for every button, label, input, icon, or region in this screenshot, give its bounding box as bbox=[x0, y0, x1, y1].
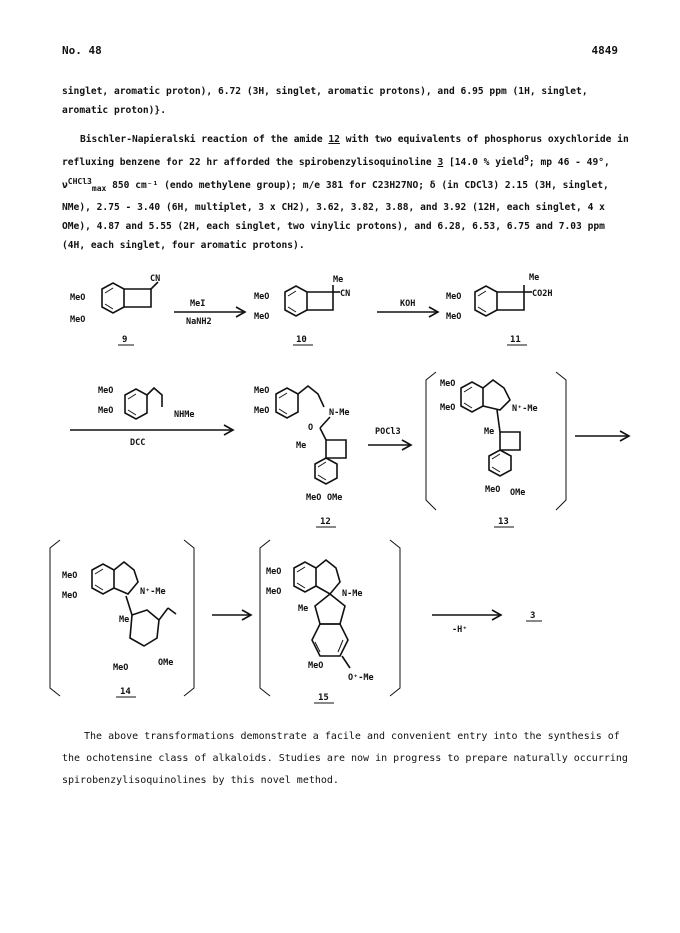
meo-label: MeO bbox=[62, 591, 78, 601]
compound-label-11: 11 bbox=[510, 335, 521, 345]
cn-label: CN bbox=[150, 274, 161, 284]
journal-issue: No. 48 bbox=[62, 44, 102, 57]
nme-label: N-Me bbox=[329, 408, 350, 418]
reagent-koh: KOH bbox=[400, 299, 416, 309]
ome-label: OMe bbox=[327, 493, 343, 503]
reagent-mei: MeI bbox=[190, 299, 206, 309]
meo-label: MeO bbox=[98, 386, 114, 396]
me-label: Me bbox=[296, 441, 307, 451]
meo-label: MeO bbox=[254, 406, 270, 416]
meo-label: MeO bbox=[70, 293, 86, 303]
compound-label-12: 12 bbox=[320, 517, 331, 527]
me-label: Me bbox=[484, 427, 495, 437]
meo-label: MeO bbox=[98, 406, 114, 416]
me-label: Me bbox=[529, 273, 540, 283]
meo-label: MeO bbox=[308, 661, 324, 671]
text-segment: with two equivalents of phosphorus oxychloride in refluxing benzene for 22 hr afforded the spirobenzylisoquinoline bbox=[62, 134, 629, 169]
page-number: 4849 bbox=[591, 44, 618, 57]
meo-label: MeO bbox=[485, 485, 501, 495]
meo-label: MeO bbox=[266, 587, 282, 597]
compound-ref: 3 bbox=[437, 157, 444, 169]
compound-label-15: 15 bbox=[318, 693, 329, 703]
meo-label: MeO bbox=[266, 567, 282, 577]
co2h-label: CO2H bbox=[532, 289, 553, 299]
nu-superscript: CHCl3 bbox=[67, 177, 92, 187]
meo-label: MeO bbox=[446, 312, 462, 322]
product-label-3: 3 bbox=[530, 611, 536, 621]
nme-label: N-Me bbox=[342, 589, 363, 599]
nu-subscript: max bbox=[91, 184, 107, 194]
reagent-dcc: DCC bbox=[130, 438, 146, 448]
amine-reagent-structure bbox=[98, 386, 194, 420]
oplus-me-label: O⁺-Me bbox=[348, 673, 374, 683]
compound-label-10: 10 bbox=[296, 335, 307, 345]
text-segment: ; mp 46 - 49°, ν bbox=[62, 157, 610, 192]
meo-label: MeO bbox=[440, 403, 456, 413]
compound-15-structure bbox=[260, 540, 400, 703]
compound-14-structure bbox=[50, 540, 194, 697]
o-label: O bbox=[308, 423, 314, 433]
compound-ref: 12 bbox=[328, 134, 340, 145]
compound-10-structure bbox=[254, 275, 350, 345]
ome-label: OMe bbox=[510, 488, 526, 498]
compound-label-9: 9 bbox=[122, 335, 128, 345]
me-label: Me bbox=[119, 615, 130, 625]
reagent-minus-h: -H⁺ bbox=[452, 625, 468, 635]
compound-13-structure bbox=[426, 372, 566, 527]
meo-label: MeO bbox=[113, 663, 129, 673]
compound-label-13: 13 bbox=[498, 517, 509, 527]
cn-label: CN bbox=[340, 289, 351, 299]
npme-label: N⁺-Me bbox=[512, 404, 538, 414]
meo-label: MeO bbox=[440, 379, 456, 389]
meo-label: MeO bbox=[254, 386, 270, 396]
meo-label: MeO bbox=[446, 292, 462, 302]
meo-label: MeO bbox=[70, 315, 86, 325]
text-segment: [14.0 % yield bbox=[443, 157, 525, 169]
compound-11-structure bbox=[446, 273, 552, 345]
paragraph-nmr-continued: singlet, aromatic proton), 6.72 (3H, singlet, aromatic protons), and 6.95 ppm (1H, singlet, aromatic proton)}. bbox=[62, 86, 588, 116]
meo-label: MeO bbox=[254, 292, 270, 302]
text-segment: Bischler-Napieralski reaction of the amide bbox=[80, 134, 329, 145]
paragraph-conclusion: The above transformations demonstrate a facile and convenient entry into the synthesis of the ochotensine class of alkaloids. Studies are now in progress to prepare naturally occurring spirobenzylisoquinolines by this novel method. bbox=[62, 731, 628, 786]
meo-label: MeO bbox=[306, 493, 322, 503]
reagent-pocl3: POCl3 bbox=[375, 427, 401, 437]
npme-label: N⁺-Me bbox=[140, 587, 166, 597]
nhme-label: NHMe bbox=[174, 410, 195, 420]
compound-label-14: 14 bbox=[120, 687, 131, 697]
me-label: Me bbox=[298, 604, 309, 614]
reagent-nanh2: NaNH2 bbox=[186, 317, 212, 327]
me-label: Me bbox=[333, 275, 344, 285]
meo-label: MeO bbox=[62, 571, 78, 581]
text-segment: 850 cm⁻¹ (endo methylene group); m/e 381 for C23H27NO; δ (in CDCl3) 2.15 (3H, singlet, NMe), 2.75 - 3.40 (6H, multiplet, 3 x CH2), 3.62, 3.82, 3.88, and 3.92 (12H, each singlet, 4 x OMe), 4.87 and 5.55 (2H, each singlet, two vinylic protons), and 6.28, 6.53, 6.75 and 7.03 ppm (4H, each singlet, four aromatic protons). bbox=[62, 180, 609, 252]
footnote-ref: 9 bbox=[524, 154, 529, 163]
compound-9-structure bbox=[70, 274, 160, 345]
compound-12-structure bbox=[254, 386, 349, 527]
meo-label: MeO bbox=[254, 312, 270, 322]
ome-label: OMe bbox=[158, 658, 174, 668]
